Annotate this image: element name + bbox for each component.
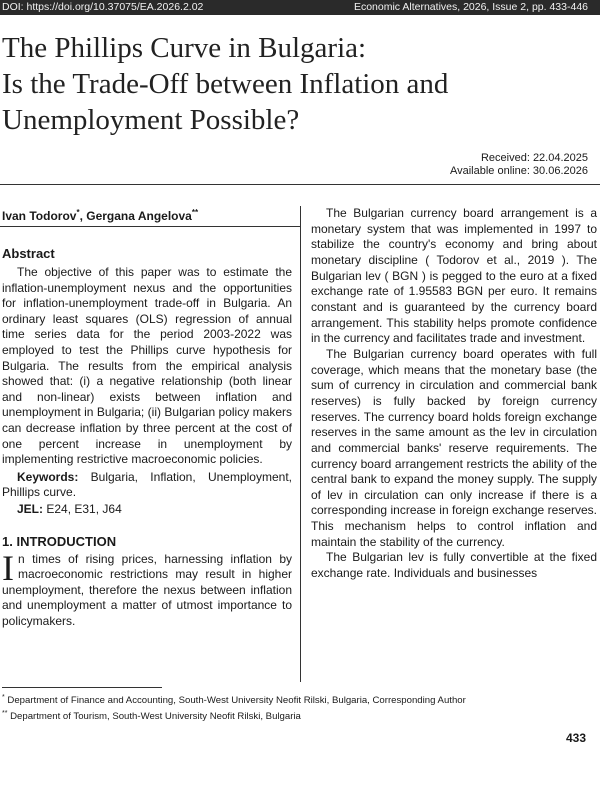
footnote-mark: *	[2, 694, 5, 701]
footnotes	[2, 691, 466, 723]
body-paragraph: The Bulgarian currency board arrangement is a monetary system that was implemented in 1997 to stabilize the country's economy and bring about monetary discipline ( Todorov et al., 2019 ). The Bulgarian lev ( BGN ) is pegged to the euro at a fixed exchange rate of 1.95583 BGN per euro. It remains constant and is guaranteed by the currency board arrangement. This stability helps promote confidence in the currency and facilitates trade and investment.	[311, 206, 597, 346]
abstract-heading: Abstract	[2, 246, 55, 261]
available-online-date: Available online: 30.06.2026	[449, 165, 588, 177]
body-paragraph: The Bulgarian lev is fully convertible at the fixed exchange rate. Individuals and businesses	[311, 550, 597, 581]
footnote-text: Department of Tourism, South-West University Neofit Rilski, Bulgaria	[7, 711, 301, 723]
doi-link[interactable]: DOI: https://doi.org/10.37075/EA.2026.2.02	[2, 1, 204, 13]
article-title	[2, 30, 592, 138]
jel-list: E24, E31, J64	[43, 501, 122, 516]
page-number: 433	[565, 731, 586, 745]
author-list	[2, 208, 198, 223]
header-divider	[0, 184, 600, 185]
footnote-text: Department of Finance and Accounting, South-West University Neofit Rilski, Bulgaria, Corresponding Author	[4, 695, 466, 707]
title-line: Unemployment Possible?	[2, 104, 300, 136]
journal-citation: Economic Alternatives, 2026, Issue 2, pp. 433-446	[353, 1, 588, 13]
jel-label: JEL:	[17, 501, 44, 516]
footnote-mark: **	[191, 208, 199, 217]
jel-codes	[2, 502, 292, 518]
introduction-text: n times of rising prices, harnessing inflation by macroeconomic restrictions may result in higher unemployment, therefore the nexus between inflation and unemployment a matter of utmost importance to policymakers.	[2, 551, 292, 628]
journal-header-bar	[0, 0, 600, 15]
abstract-text: The objective of this paper was to estimate the inflation-unemployment nexus and the opportunities for inflation-unemployment trade-off in Bulgaria. An ordinary least squares (OLS) regression of annual time series data for the period 2003-2022 was employed to test the Phillips curve hypothesis for Bulgaria. The results from the empirical analysis showed that: (i) a negative relationship (both linear and non-linear) exists between inflation and unemployment in Bulgaria; (ii) Bulgarian policy makers can decrease inflation by three percent at the cost of one percent increase in unemployment by implementing restrictive macroeconomic policies.	[2, 265, 292, 467]
footnote	[2, 707, 466, 723]
author-name: Ivan Todorov	[2, 209, 77, 223]
column-divider	[300, 206, 301, 682]
keywords	[2, 470, 292, 501]
title-line: The Phillips Curve in Bulgaria:	[2, 32, 367, 64]
author-separator: ,	[79, 209, 87, 223]
publication-dates	[450, 152, 588, 178]
left-column	[2, 246, 292, 629]
keywords-label: Keywords:	[17, 469, 79, 484]
authors-divider	[0, 226, 300, 227]
footnote	[2, 691, 466, 707]
body-paragraph: The Bulgarian currency board operates with full coverage, which means that the monetary base (the sum of currency in circulation and commercial bank reserves) is fully backed by foreign currency reserves. The currency board holds foreign exchange reserves in the same amount as the lev in circulation and commercial banks' reserve requirements. The currency board arrangement restricts the ability of the central bank to expand the money supply. The supply of lev in circulation can only increase if there is a corresponding increase in foreign exchange reserves. This mechanism helps to control inflation and maintain the stability of the currency.	[311, 346, 597, 549]
introduction-heading: 1. INTRODUCTION	[2, 533, 117, 549]
received-date: Received: 22.04.2025	[480, 152, 588, 164]
footnote-mark: **	[2, 710, 8, 718]
title-line: Is the Trade-Off between Inflation and	[2, 68, 449, 100]
footnote-divider	[2, 687, 162, 688]
footnote-mark: *	[76, 208, 80, 217]
author-name: Gergana Angelova	[86, 209, 192, 223]
introduction-paragraph	[2, 547, 292, 630]
keywords-list: Bulgaria, Inflation, Unemployment, Phillips curve.	[2, 469, 292, 500]
drop-cap: I	[2, 547, 14, 588]
right-column	[311, 206, 597, 582]
